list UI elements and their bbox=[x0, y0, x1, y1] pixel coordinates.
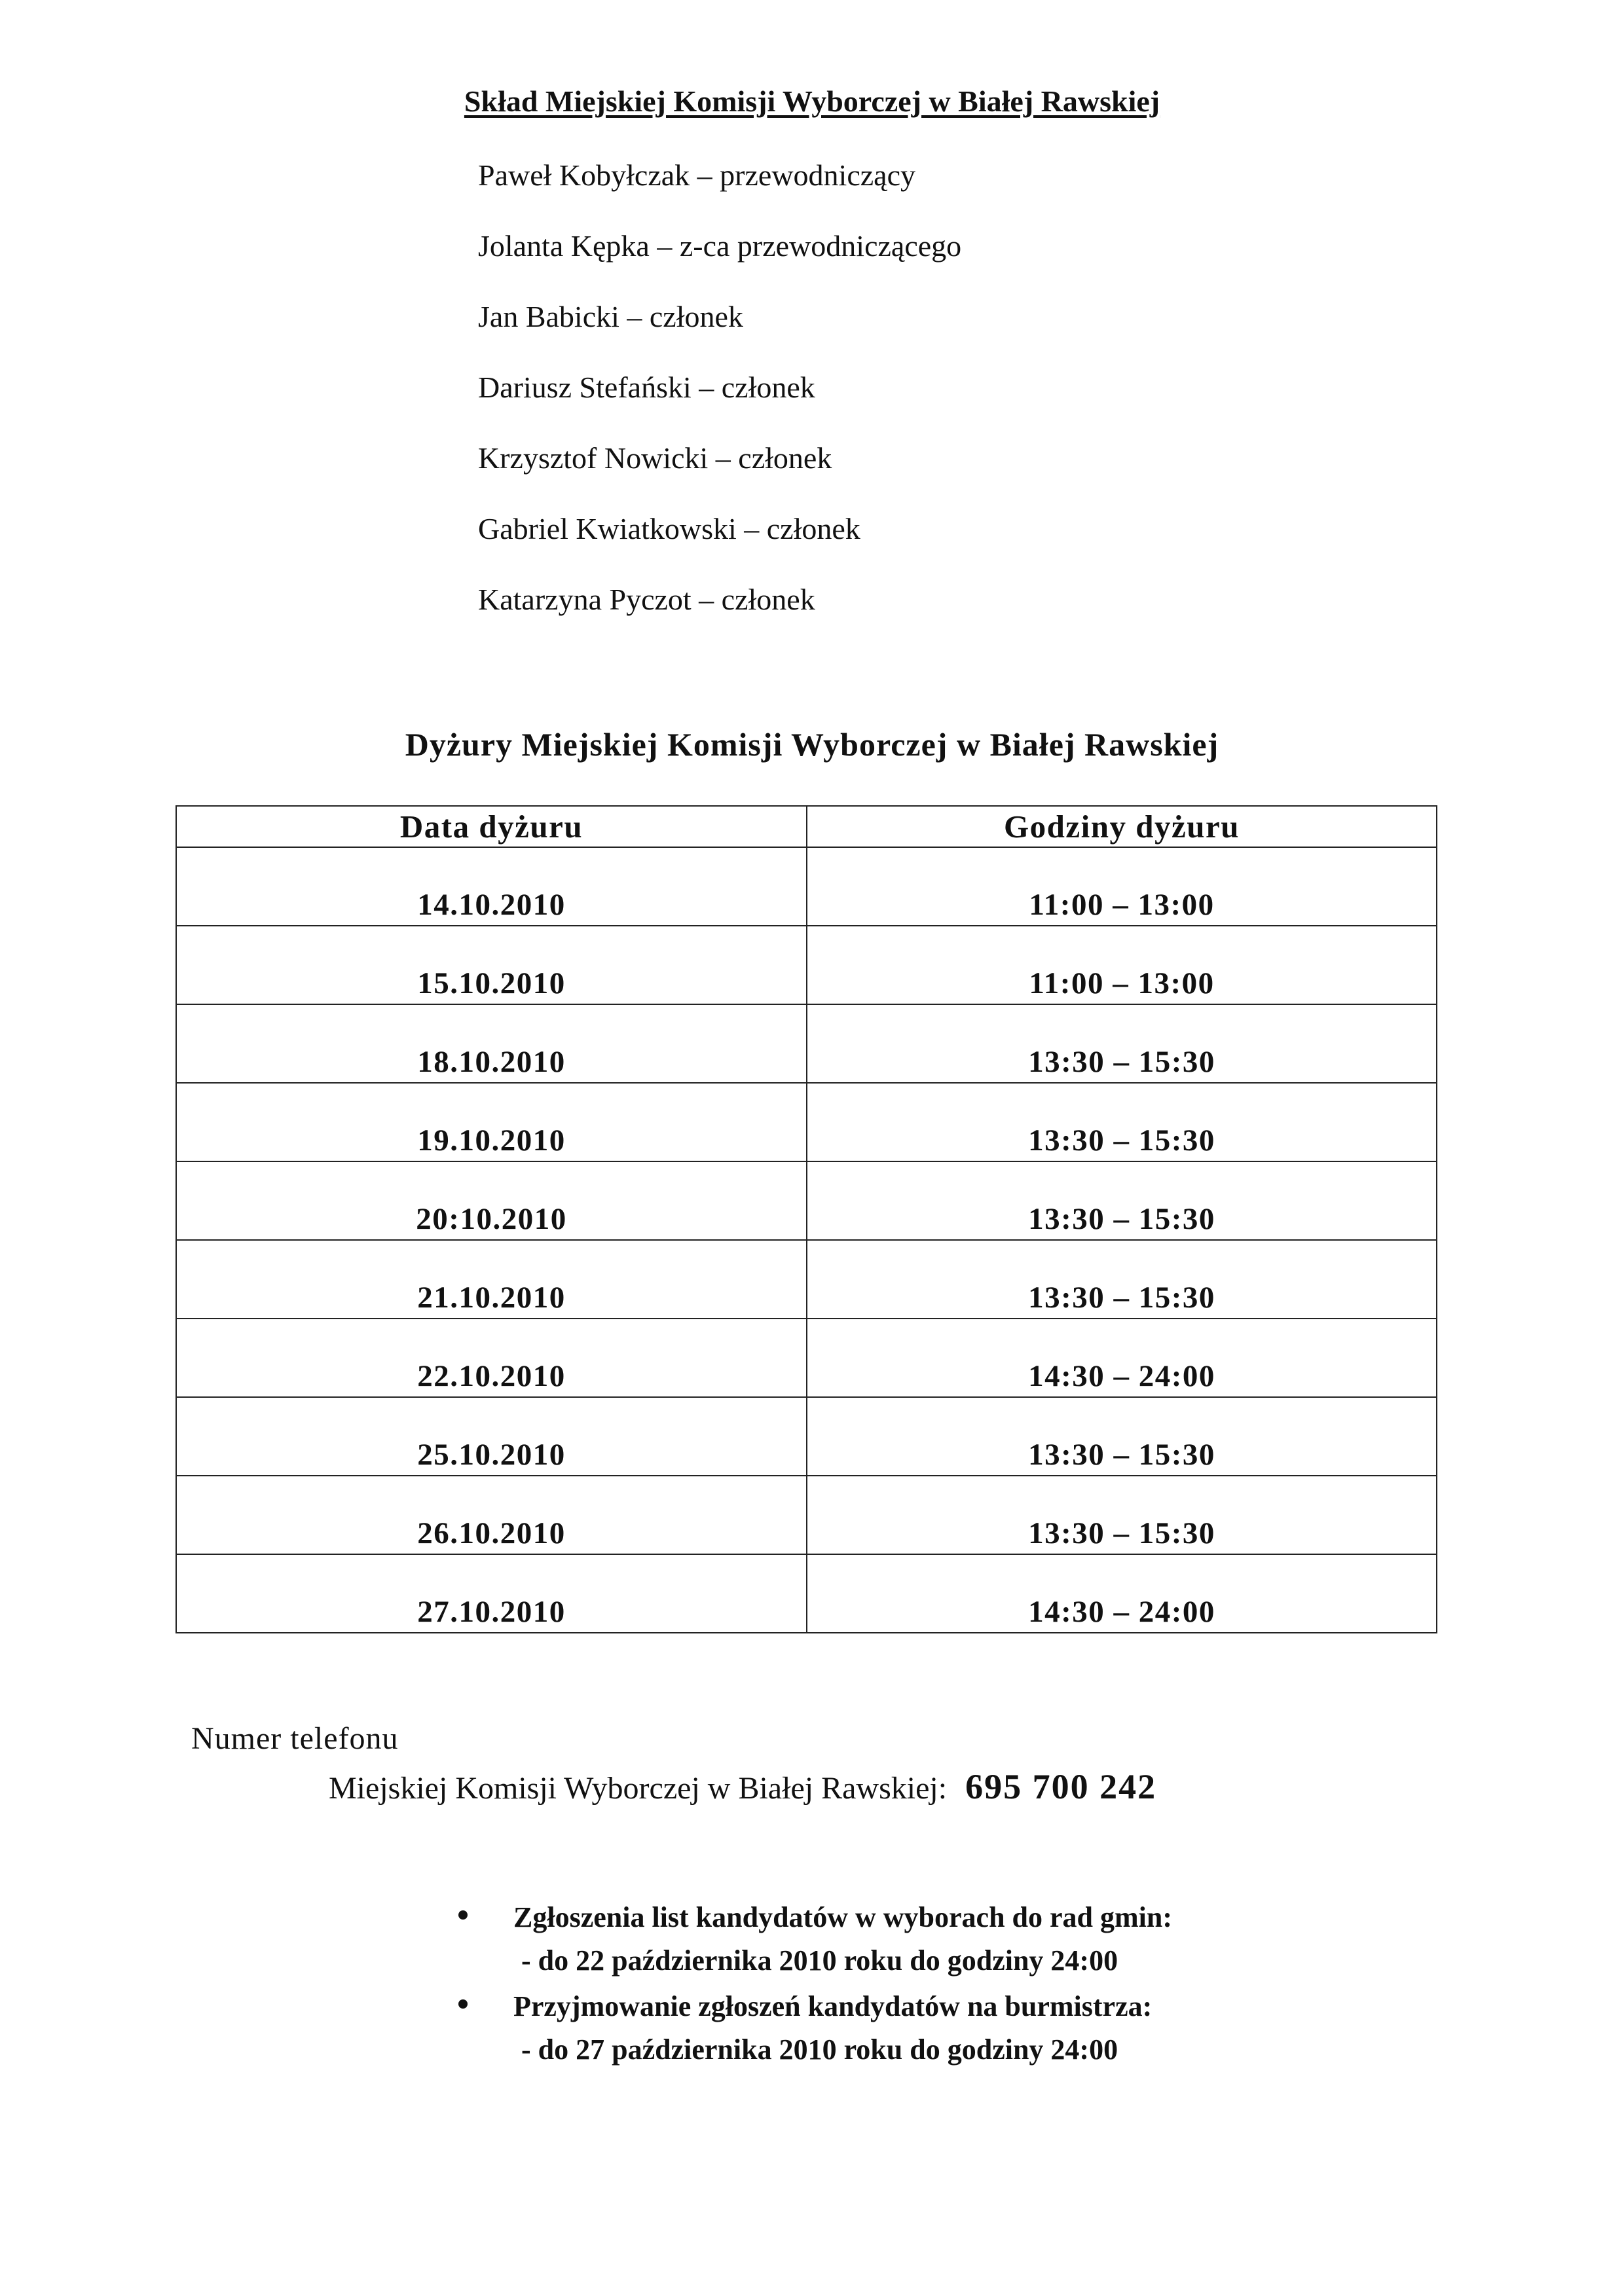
list-item bbox=[458, 1896, 1172, 1982]
column-header-date: Data dyżuru bbox=[176, 806, 807, 847]
duty-hours-cell: 14:30 – 24:00 bbox=[807, 1554, 1437, 1633]
table-row bbox=[176, 1319, 1437, 1397]
member-line: Dariusz Stefański – członek bbox=[478, 371, 815, 404]
table-row bbox=[176, 1476, 1437, 1554]
member-line: Krzysztof Nowicki – członek bbox=[478, 441, 832, 475]
member-line: Paweł Kobyłczak – przewodniczący bbox=[478, 158, 915, 192]
duty-hours-cell: 11:00 – 13:00 bbox=[807, 847, 1437, 926]
duty-hours-cell: 11:00 – 13:00 bbox=[807, 926, 1437, 1004]
table-row bbox=[176, 1004, 1437, 1083]
phone-line-text: Miejskiej Komisji Wyborczej w Białej Rawskiej: bbox=[329, 1771, 948, 1806]
duty-title: Dyżury Miejskiej Komisji Wyborczej w Białej Rawskiej bbox=[405, 726, 1219, 763]
phone-line bbox=[329, 1766, 1156, 1807]
duty-hours-cell: 13:30 – 15:30 bbox=[807, 1161, 1437, 1240]
duty-date-cell: 22.10.2010 bbox=[176, 1319, 807, 1397]
table-header-row bbox=[176, 806, 1437, 847]
composition-title: Skład Miejskiej Komisji Wyborczej w Białej Rawskiej bbox=[464, 84, 1160, 118]
table-row bbox=[176, 926, 1437, 1004]
duty-hours-cell: 13:30 – 15:30 bbox=[807, 1476, 1437, 1554]
member-line: Katarzyna Pyczot – członek bbox=[478, 583, 815, 616]
duty-hours-cell: 13:30 – 15:30 bbox=[807, 1240, 1437, 1319]
column-header-hours: Godziny dyżuru bbox=[807, 806, 1437, 847]
bullet-icon bbox=[458, 1999, 468, 2009]
list-item bbox=[458, 1985, 1172, 2071]
table-row bbox=[176, 1554, 1437, 1633]
duty-date-cell: 15.10.2010 bbox=[176, 926, 807, 1004]
member-line: Jolanta Kępka – z-ca przewodniczącego bbox=[478, 229, 962, 263]
duty-date-cell: 27.10.2010 bbox=[176, 1554, 807, 1633]
notice-detail: - do 27 października 2010 roku do godziny 24:00 bbox=[521, 2033, 1118, 2066]
duty-date-cell: 26.10.2010 bbox=[176, 1476, 807, 1554]
phone-label: Numer telefonu bbox=[191, 1721, 399, 1756]
duty-hours-cell: 13:30 – 15:30 bbox=[807, 1083, 1437, 1161]
duty-date-cell: 21.10.2010 bbox=[176, 1240, 807, 1319]
notice-title: Przyjmowanie zgłoszeń kandydatów na burmistrza: bbox=[513, 1990, 1153, 2022]
duty-hours-cell: 13:30 – 15:30 bbox=[807, 1397, 1437, 1476]
notices-list bbox=[458, 1896, 1172, 2074]
bullet-icon bbox=[458, 1910, 468, 1920]
duty-date-cell: 20:10.2010 bbox=[176, 1161, 807, 1240]
table-row bbox=[176, 1240, 1437, 1319]
notice-title: Zgłoszenia list kandydatów w wyborach do rad gmin: bbox=[513, 1901, 1173, 1933]
table-row bbox=[176, 1161, 1437, 1240]
member-line: Jan Babicki – członek bbox=[478, 300, 743, 333]
phone-number: 695 700 242 bbox=[965, 1767, 1157, 1806]
table-row bbox=[176, 1397, 1437, 1476]
duty-date-cell: 25.10.2010 bbox=[176, 1397, 807, 1476]
duty-date-cell: 18.10.2010 bbox=[176, 1004, 807, 1083]
duty-hours-cell: 13:30 – 15:30 bbox=[807, 1004, 1437, 1083]
duty-date-cell: 19.10.2010 bbox=[176, 1083, 807, 1161]
table-row bbox=[176, 1083, 1437, 1161]
member-line: Gabriel Kwiatkowski – członek bbox=[478, 512, 860, 545]
duty-hours-cell: 14:30 – 24:00 bbox=[807, 1319, 1437, 1397]
table-row bbox=[176, 847, 1437, 926]
duty-date-cell: 14.10.2010 bbox=[176, 847, 807, 926]
duty-table bbox=[175, 805, 1437, 1633]
notice-detail: - do 22 października 2010 roku do godziny 24:00 bbox=[521, 1944, 1118, 1977]
members-list bbox=[478, 152, 961, 647]
